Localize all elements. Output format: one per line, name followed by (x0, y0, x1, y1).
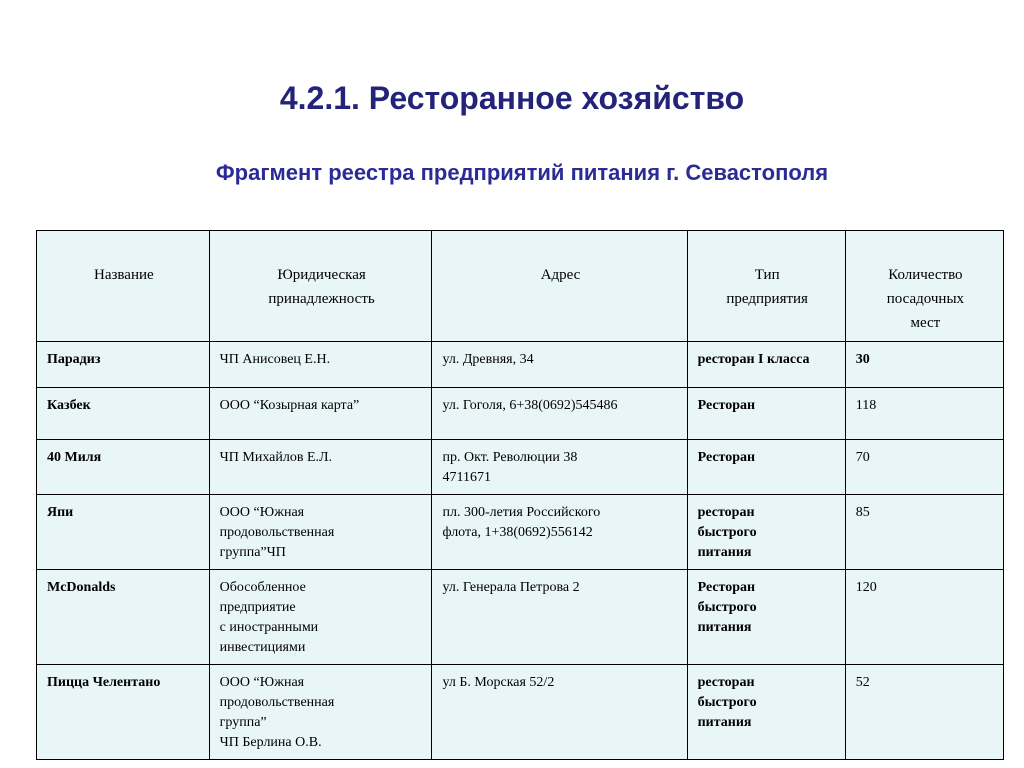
cell-type: ресторан быстрого питания (687, 665, 845, 760)
header-type: Тип предприятия (687, 231, 845, 342)
cell-legal: ООО “Южная продовольственная группа” ЧП Берлина О.В. (209, 665, 432, 760)
table-header-row (37, 231, 1004, 342)
cell-type: Ресторан быстрого питания (687, 570, 845, 665)
header-name: Название (37, 231, 210, 342)
table-row (37, 665, 1004, 760)
registry-table (36, 230, 1004, 760)
header-address: Адрес (432, 231, 687, 342)
cell-seats: 30 (845, 342, 1003, 388)
cell-name: Парадиз (37, 342, 210, 388)
cell-legal: ЧП Анисовец Е.Н. (209, 342, 432, 388)
table-row (37, 342, 1004, 388)
table-row (37, 388, 1004, 440)
cell-name: McDonalds (37, 570, 210, 665)
cell-address: ул. Древняя, 34 (432, 342, 687, 388)
cell-name: Япи (37, 495, 210, 570)
cell-seats: 85 (845, 495, 1003, 570)
cell-legal: ЧП Михайлов Е.Л. (209, 440, 432, 495)
cell-seats: 52 (845, 665, 1003, 760)
cell-seats: 70 (845, 440, 1003, 495)
cell-type: ресторан I класса (687, 342, 845, 388)
slide-subtitle: Фрагмент реестра предприятий питания г. Севастополя (215, 160, 829, 185)
cell-legal: Обособленное предприятие с иностранными инвестициями (209, 570, 432, 665)
cell-type: ресторан быстрого питания (687, 495, 845, 570)
cell-name: Казбек (37, 388, 210, 440)
cell-address: пр. Окт. Революции 38 4711671 (432, 440, 687, 495)
cell-seats: 120 (845, 570, 1003, 665)
cell-address: пл. 300-летия Российского флота, 1+38(0692)556142 (432, 495, 687, 570)
cell-address: ул Б. Морская 52/2 (432, 665, 687, 760)
table-row (37, 495, 1004, 570)
cell-legal: ООО “Южная продовольственная группа”ЧП (209, 495, 432, 570)
cell-address: ул. Генерала Петрова 2 (432, 570, 687, 665)
cell-type: Ресторан (687, 388, 845, 440)
header-seats: Количество посадочных мест (845, 231, 1003, 342)
cell-name: 40 Миля (37, 440, 210, 495)
table-row (37, 570, 1004, 665)
slide-title: 4.2.1. Ресторанное хозяйство (279, 80, 745, 116)
cell-legal: ООО “Козырная карта” (209, 388, 432, 440)
cell-address: ул. Гоголя, 6+38(0692)545486 (432, 388, 687, 440)
header-legal: Юридическая принадлежность (209, 231, 432, 342)
cell-type: Ресторан (687, 440, 845, 495)
cell-name: Пицца Челентано (37, 665, 210, 760)
table-row (37, 440, 1004, 495)
cell-seats: 118 (845, 388, 1003, 440)
